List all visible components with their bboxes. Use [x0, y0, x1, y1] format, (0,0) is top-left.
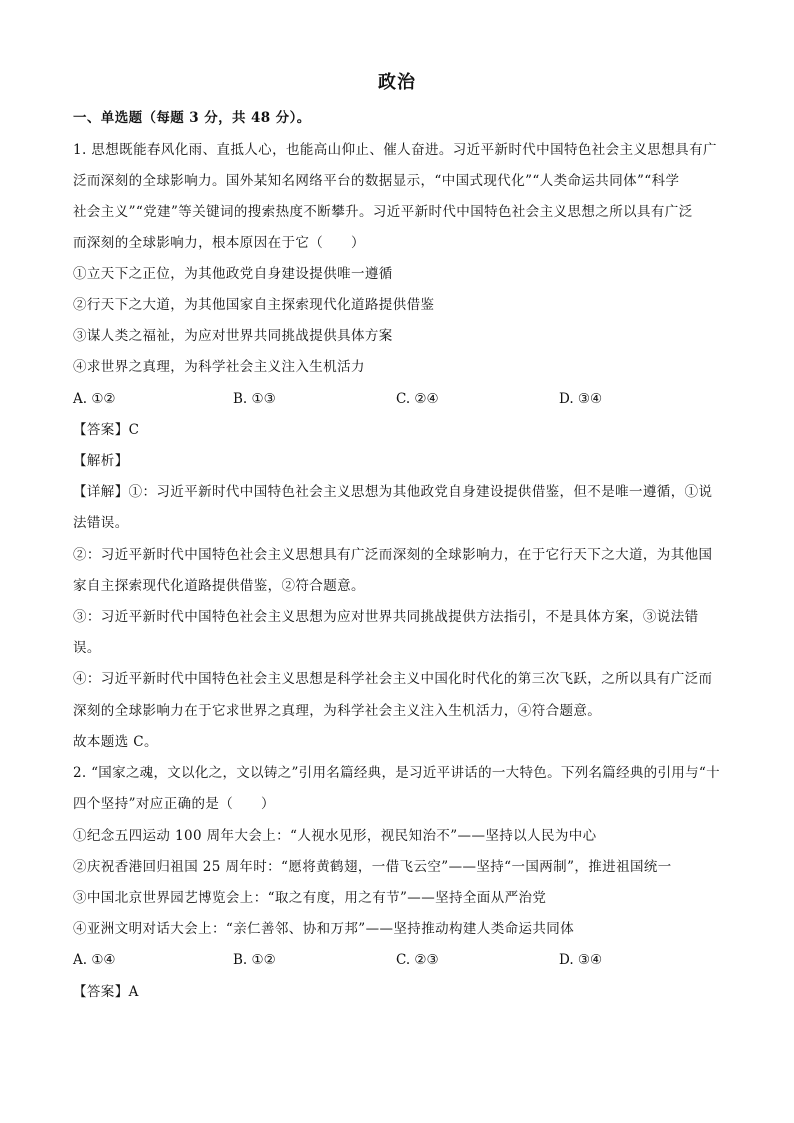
q1-stem-line: 而深刻的全球影响力，根本原因在于它（ ） — [73, 235, 365, 251]
q1-analysis-line: ④：习近平新时代中国特色社会主义思想是科学社会主义中国化时代化的第三次飞跃，之所以具有广泛而 — [73, 671, 713, 687]
q1-option-b: B. ①③ — [233, 391, 276, 407]
q1-analysis-line: ②：习近平新时代中国特色社会主义思想具有广泛而深刻的全球影响力，在于它行天下之大道，为其他国 — [73, 547, 713, 563]
q1-option-c: C. ②④ — [396, 391, 439, 407]
q1-options — [73, 389, 723, 409]
q1-conclusion: 故本题选 C。 — [73, 734, 158, 750]
document-title: 政治 — [378, 72, 416, 93]
q2-option-c: C. ②③ — [396, 952, 439, 968]
q2-answer: 【答案】A — [73, 984, 139, 1000]
q1-statement: ①立天下之正位，为其他政党自身建设提供唯一遵循 — [73, 266, 393, 282]
q1-analysis-line: 【详解】①：习近平新时代中国特色社会主义思想为其他政党自身建设提供借鉴，但不是唯一遵循，①说 — [73, 484, 713, 500]
q2-options — [73, 950, 723, 970]
q2-statement: ②庆祝香港回归祖国 25 周年时：“愿将黄鹤翅，一借飞云空”——坚持“一国两制”，推进祖国统一 — [73, 859, 672, 875]
q2-stem-line: 四个坚持”对应正确的是（ ） — [73, 796, 275, 812]
q1-option-a: A. ①② — [73, 391, 116, 407]
q2-option-b: B. ①② — [233, 952, 276, 968]
q1-analysis-label: 【解析】 — [73, 453, 129, 469]
q2-option-a: A. ①④ — [73, 952, 116, 968]
q1-stem-line: 1. 思想既能春风化雨、直抵人心，也能高山仰止、催人奋进。习近平新时代中国特色社会主义思想具有广 — [73, 142, 717, 158]
q1-analysis-line: ③：习近平新时代中国特色社会主义思想为应对世界共同挑战提供方法指引，不是具体方案，③说法错 — [73, 609, 699, 625]
section-heading: 一、单选题（每题 3 分，共 48 分）。 — [73, 110, 311, 126]
q1-analysis-line: 深刻的全球影响力在于它求世界之真理，为科学社会主义注入生机活力，④符合题意。 — [73, 703, 602, 719]
q2-statement: ③中国北京世界园艺博览会上：“取之有度，用之有节”——坚持全面从严治党 — [73, 890, 547, 906]
q1-stem-line: 泛而深刻的全球影响力。国外某知名网络平台的数据显示，“中国式现代化”“人类命运共同体”“科学 — [73, 173, 680, 189]
q1-analysis-line: 误。 — [73, 640, 101, 656]
q1-statement: ②行天下之大道，为其他国家自主探索现代化道路提供借鉴 — [73, 297, 435, 313]
q2-statement: ④亚洲文明对话大会上：“亲仁善邻、协和万邦”——坚持推动构建人类命运共同体 — [73, 921, 575, 937]
q2-option-d: D. ③④ — [559, 952, 603, 968]
q1-answer: 【答案】C — [73, 422, 140, 438]
q1-analysis-line: 法错误。 — [73, 515, 129, 531]
q2-stem-line: 2. “国家之魂，文以化之，文以铸之”引用名篇经典，是习近平讲话的一大特色。下列名篇经典的引用与“十 — [73, 765, 720, 781]
q1-statement: ③谋人类之福祉，为应对世界共同挑战提供具体方案 — [73, 328, 393, 344]
q1-stem-line: 社会主义”“党建”等关键词的搜索热度不断攀升。习近平新时代中国特色社会主义思想之所以具有广泛 — [73, 204, 693, 220]
q2-statement: ①纪念五四运动 100 周年大会上：“人视水见形，视民知治不”——坚持以人民为中心 — [73, 828, 597, 844]
q1-analysis-line: 家自主探索现代化道路提供借鉴，②符合题意。 — [73, 578, 365, 594]
q1-option-d: D. ③④ — [559, 391, 603, 407]
q1-statement: ④求世界之真理，为科学社会主义注入生机活力 — [73, 359, 365, 375]
